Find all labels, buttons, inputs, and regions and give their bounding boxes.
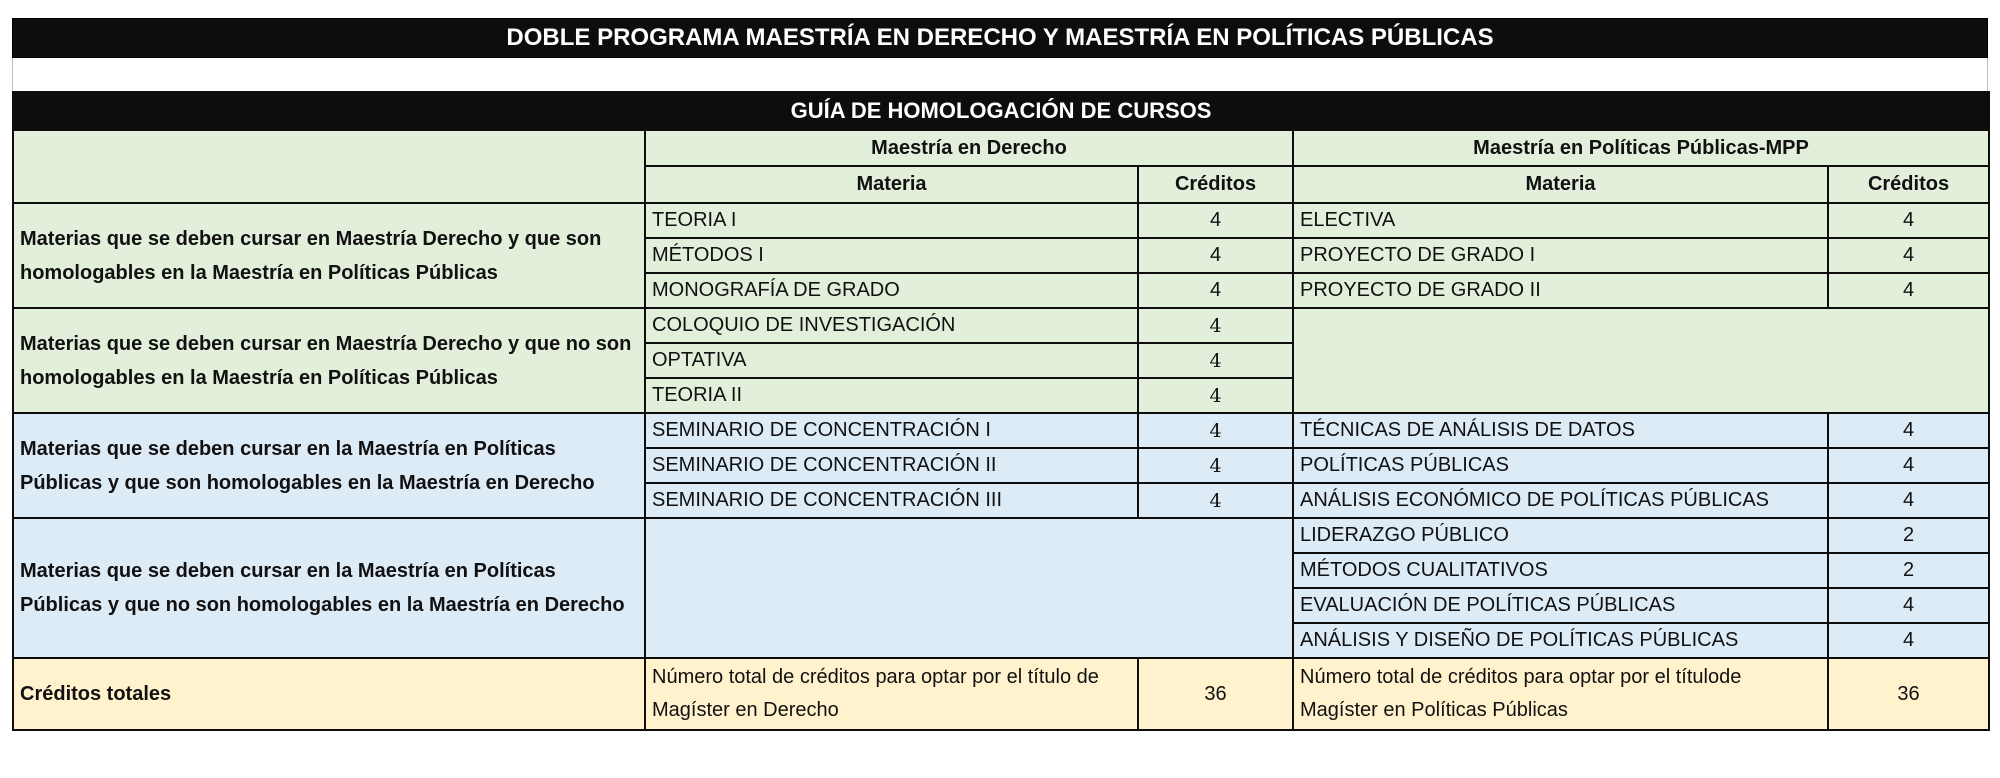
empty-derecho-cell xyxy=(645,518,1293,658)
subtitle-row xyxy=(13,92,1989,130)
spacer-row xyxy=(12,58,1988,91)
table-subtitle: GUÍA DE HOMOLOGACIÓN DE CURSOS xyxy=(13,92,1989,130)
course-name: SEMINARIO DE CONCENTRACIÓN III xyxy=(645,483,1138,518)
totals-mpp-text: Número total de créditos para optar por el títulode Magíster en Políticas Públicas xyxy=(1293,658,1828,730)
course-name: OPTATIVA xyxy=(645,343,1138,378)
homologation-table xyxy=(12,91,1990,731)
course-name: PROYECTO DE GRADO I xyxy=(1293,238,1828,273)
course-credits: 4 xyxy=(1138,343,1293,378)
course-name: MONOGRAFÍA DE GRADO xyxy=(645,273,1138,308)
course-credits: 4 xyxy=(1138,378,1293,413)
program-header-row xyxy=(13,130,1989,166)
course-credits: 4 xyxy=(1138,483,1293,518)
course-name: ELECTIVA xyxy=(1293,203,1828,238)
course-credits: 4 xyxy=(1138,413,1293,448)
totals-derecho-text: Número total de créditos para optar por el título de Magíster en Derecho xyxy=(645,658,1138,730)
col-header-materia-derecho: Materia xyxy=(645,166,1138,203)
course-credits: 4 xyxy=(1828,203,1989,238)
course-credits: 4 xyxy=(1828,483,1989,518)
table-row xyxy=(13,308,1989,343)
course-credits: 4 xyxy=(1828,238,1989,273)
course-name: SEMINARIO DE CONCENTRACIÓN II xyxy=(645,448,1138,483)
totals-derecho-value: 36 xyxy=(1138,658,1293,730)
course-name: PROYECTO DE GRADO II xyxy=(1293,273,1828,308)
section-label: Materias que se deben cursar en la Maestría en Políticas Públicas y que no son homologables en la Maestría en Derecho xyxy=(13,518,645,658)
header-mpp: Maestría en Políticas Públicas-MPP xyxy=(1293,130,1989,166)
table-row xyxy=(13,518,1989,553)
table-row xyxy=(13,413,1989,448)
empty-mpp-cell xyxy=(1293,308,1989,413)
course-name: MÉTODOS I xyxy=(645,238,1138,273)
course-name: ANÁLISIS ECONÓMICO DE POLÍTICAS PÚBLICAS xyxy=(1293,483,1828,518)
course-credits: 4 xyxy=(1138,238,1293,273)
course-credits: 4 xyxy=(1138,308,1293,343)
section-label: Materias que se deben cursar en Maestría Derecho y que no son homologables en la Maestría en Políticas Públicas xyxy=(13,308,645,413)
course-name: TEORIA II xyxy=(645,378,1138,413)
course-credits: 4 xyxy=(1828,413,1989,448)
course-credits: 2 xyxy=(1828,518,1989,553)
section-label: Materias que se deben cursar en la Maestría en Políticas Públicas y que son homologables en la Maestría en Derecho xyxy=(13,413,645,518)
course-name: MÉTODOS CUALITATIVOS xyxy=(1293,553,1828,588)
course-credits: 2 xyxy=(1828,553,1989,588)
course-credits: 4 xyxy=(1828,448,1989,483)
header-derecho: Maestría en Derecho xyxy=(645,130,1293,166)
totals-mpp-value: 36 xyxy=(1828,658,1989,730)
course-name: LIDERAZGO PÚBLICO xyxy=(1293,518,1828,553)
totals-label: Créditos totales xyxy=(13,658,645,730)
course-credits: 4 xyxy=(1828,273,1989,308)
course-name: POLÍTICAS PÚBLICAS xyxy=(1293,448,1828,483)
col-header-creditos-mpp: Créditos xyxy=(1828,166,1989,203)
course-credits: 4 xyxy=(1828,588,1989,623)
course-name: COLOQUIO DE INVESTIGACIÓN xyxy=(645,308,1138,343)
homologation-sheet xyxy=(12,18,1988,731)
course-name: TEORIA I xyxy=(645,203,1138,238)
table-row xyxy=(13,203,1989,238)
section-label: Materias que se deben cursar en Maestría Derecho y que son homologables en la Maestría en Políticas Públicas xyxy=(13,203,645,308)
course-credits: 4 xyxy=(1138,203,1293,238)
course-credits: 4 xyxy=(1138,448,1293,483)
page-title: DOBLE PROGRAMA MAESTRÍA EN DERECHO Y MAESTRÍA EN POLÍTICAS PÚBLICAS xyxy=(12,18,1988,58)
course-credits: 4 xyxy=(1828,623,1989,658)
col-header-creditos-derecho: Créditos xyxy=(1138,166,1293,203)
totals-row xyxy=(13,658,1989,730)
course-credits: 4 xyxy=(1138,273,1293,308)
course-name: ANÁLISIS Y DISEÑO DE POLÍTICAS PÚBLICAS xyxy=(1293,623,1828,658)
course-name: TÉCNICAS DE ANÁLISIS DE DATOS xyxy=(1293,413,1828,448)
course-name: EVALUACIÓN DE POLÍTICAS PÚBLICAS xyxy=(1293,588,1828,623)
header-corner-cell xyxy=(13,130,645,203)
course-name: SEMINARIO DE CONCENTRACIÓN I xyxy=(645,413,1138,448)
col-header-materia-mpp: Materia xyxy=(1293,166,1828,203)
